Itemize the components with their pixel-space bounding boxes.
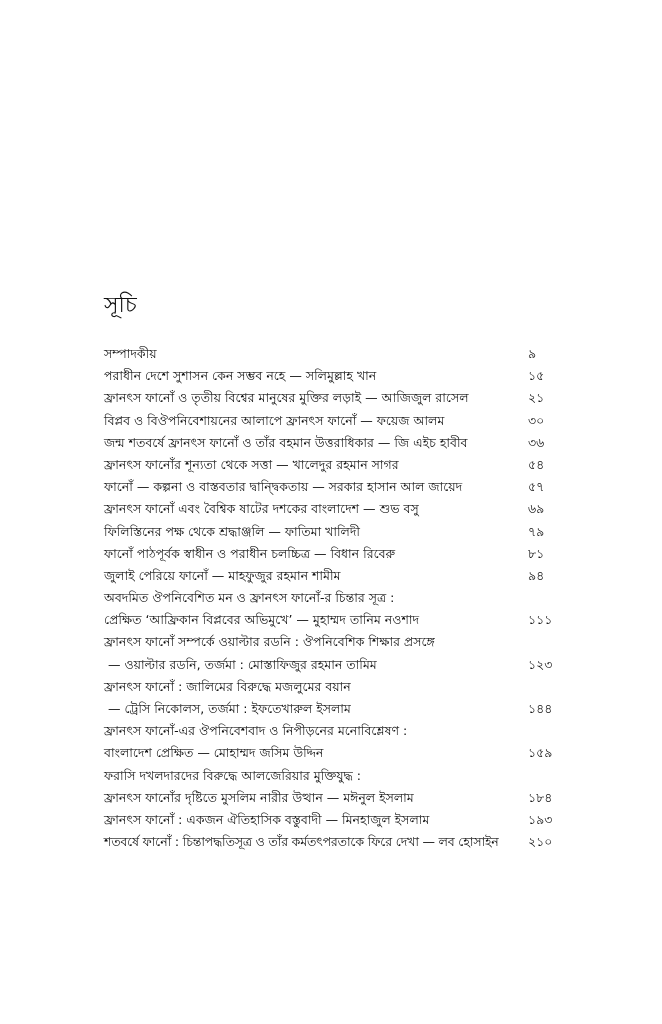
toc-entry-page-number: ৯৪ — [528, 567, 545, 583]
toc-entry-page-number: ১৪৪ — [528, 701, 553, 716]
toc-entry-title: ফানোঁ — কল্পনা ও বাস্তবতার দ্বান্দ্বিকতায় — সরকার হাসান আল জায়েদ — [104, 479, 463, 495]
toc-entry — [0, 654, 662, 676]
toc-entry-page-number: ১৫৯ — [528, 745, 553, 761]
toc-entry-title: অবদমিত ঔপনিবেশিত মন ও ফ্রানৎস ফানোঁ-র চিন্তার সূত্র : — [104, 590, 395, 606]
page-title: সূচি — [104, 293, 137, 318]
toc-entry-title: ফ্রানৎস ফানোঁর দৃষ্টিতে মুসলিম নারীর উত্থান — মঈনুল ইসলাম — [104, 789, 414, 805]
toc-entry — [0, 831, 662, 853]
toc-entry — [0, 521, 662, 543]
toc-entry-title: বিপ্লব ও বিঔপনিবেশায়নের আলাপে ফ্রানৎস ফানোঁ — ফয়েজ আলম — [104, 412, 445, 428]
toc-entry — [0, 676, 662, 698]
toc-entry-page-number: ১২৩ — [528, 656, 553, 672]
toc-entry — [0, 631, 662, 653]
toc-entry-title: ফ্রানৎস ফানোঁ ও তৃতীয় বিশ্বের মানুষের মুক্তির লড়াই — আজিজুল রাসেল — [104, 390, 469, 406]
toc-entry-page-number: ৬৯ — [528, 501, 545, 517]
toc-entry-title: ফ্রানৎস ফানোঁর শূন্যতা থেকে সত্তা — খালেদুর রহমান সাগর — [104, 456, 399, 472]
toc-entry-title: পরাধীন দেশে সুশাসন কেন সম্ভব নহে — সলিমুল্লাহ খান — [104, 368, 377, 384]
toc-entry — [0, 565, 662, 587]
toc-entry — [0, 787, 662, 809]
toc-entry — [0, 454, 662, 476]
toc-entry-title: ফ্রানৎস ফানোঁ-এর ঔপনিবেশবাদ ও নিপীড়নের মনোবিশ্লেষণ : — [104, 723, 408, 739]
toc-entry-page-number: ২১ — [528, 390, 545, 406]
toc-entry-page-number: ২১০ — [528, 834, 553, 850]
toc-entry-title: জুলাই পেরিয়ে ফানোঁ — মাহফুজুর রহমান শামীম — [104, 567, 341, 583]
toc-entry-title: ফ্রানৎস ফানোঁ এবং বৈশ্বিক ষাটের দশকের বাংলাদেশ — শুভ বসু — [104, 501, 419, 517]
toc-entry-page-number: ৯ — [528, 346, 537, 361]
toc-entry-title: ফানোঁ পাঠপূর্বক স্বাধীন ও পরাধীন চলচ্চিত্র — বিধান রিবেরু — [104, 545, 396, 561]
toc-entry-page-number: ১৮৪ — [528, 789, 553, 805]
toc-entry-page-number: ১৫ — [528, 368, 545, 384]
toc-entry-title: ফিলিস্তিনের পক্ষ থেকে শ্রদ্ধাঞ্জলি — ফাতিমা খালিদী — [104, 523, 361, 539]
toc-entry-title: — ট্রেসি নিকোলস, তর্জমা : ইফতেখারুল ইসলাম — [108, 701, 351, 716]
toc-entry — [0, 543, 662, 565]
toc-entry-page-number: ৩৬ — [528, 434, 545, 450]
toc-entry — [0, 587, 662, 609]
toc-entry-page-number: ৮১ — [528, 545, 545, 561]
toc-entry — [0, 698, 662, 720]
toc-entry-title: ফরাসি দখলদারদের বিরুদ্ধে আলজেরিয়ার মুক্তিযুদ্ধ : — [104, 767, 361, 783]
toc-entry-title: ফ্রানৎস ফানোঁ : জালিমের বিরুদ্ধে মজলুমের বয়ান — [104, 678, 351, 694]
toc-entry — [0, 432, 662, 454]
toc-entry — [0, 609, 662, 631]
toc-entry — [0, 343, 662, 365]
toc-entry-page-number: ৭৯ — [528, 523, 545, 539]
toc-entry-title: শতবর্ষে ফানোঁ : চিন্তাপদ্ধতিসূত্র ও তাঁর কর্মতৎপরতাকে ফিরে দেখা — লব হোসাইন — [104, 834, 499, 850]
toc-entry-title: সম্পাদকীয় — [104, 346, 157, 361]
toc-entry-page-number: ৩০ — [528, 412, 545, 428]
table-of-contents — [0, 343, 662, 853]
toc-entry-title: বাংলাদেশ প্রেক্ষিত — মোহাম্মদ জসিম উদ্দিন — [104, 745, 324, 761]
toc-entry-title: প্রেক্ষিত ‘আফ্রিকান বিপ্লবের অভিমুখে’ — মুহাম্মদ তানিম নওশাদ — [104, 612, 420, 628]
toc-entry-page-number: ৫৭ — [528, 479, 545, 495]
toc-entry — [0, 765, 662, 787]
toc-entry — [0, 365, 662, 387]
toc-entry — [0, 809, 662, 831]
toc-entry-page-number: ১১১ — [528, 612, 553, 628]
toc-entry-title: ফ্রানৎস ফানোঁ : একজন ঐতিহাসিক বস্তুবাদী — মিনহাজুল ইসলাম — [104, 811, 430, 827]
toc-entry — [0, 498, 662, 520]
toc-entry-title: — ওয়াল্টার রডনি, তর্জমা : মোস্তাফিজুর রহমান তামিম — [108, 656, 377, 672]
toc-entry — [0, 476, 662, 498]
toc-entry — [0, 742, 662, 764]
toc-entry-title: ফ্রানৎস ফানোঁ সম্পর্কে ওয়াল্টার রডনি : ঔপনিবেশিক শিক্ষার প্রসঙ্গে — [104, 634, 435, 650]
toc-entry-page-number: ১৯৩ — [528, 811, 553, 827]
toc-entry — [0, 720, 662, 742]
toc-entry-page-number: ৫৪ — [528, 456, 545, 472]
toc-entry-title: জন্ম শতবর্ষে ফ্রানৎস ফানোঁ ও তাঁর বহমান উত্তরাধিকার — জি এইচ হাবীব — [104, 434, 468, 450]
toc-entry — [0, 410, 662, 432]
toc-entry — [0, 387, 662, 409]
